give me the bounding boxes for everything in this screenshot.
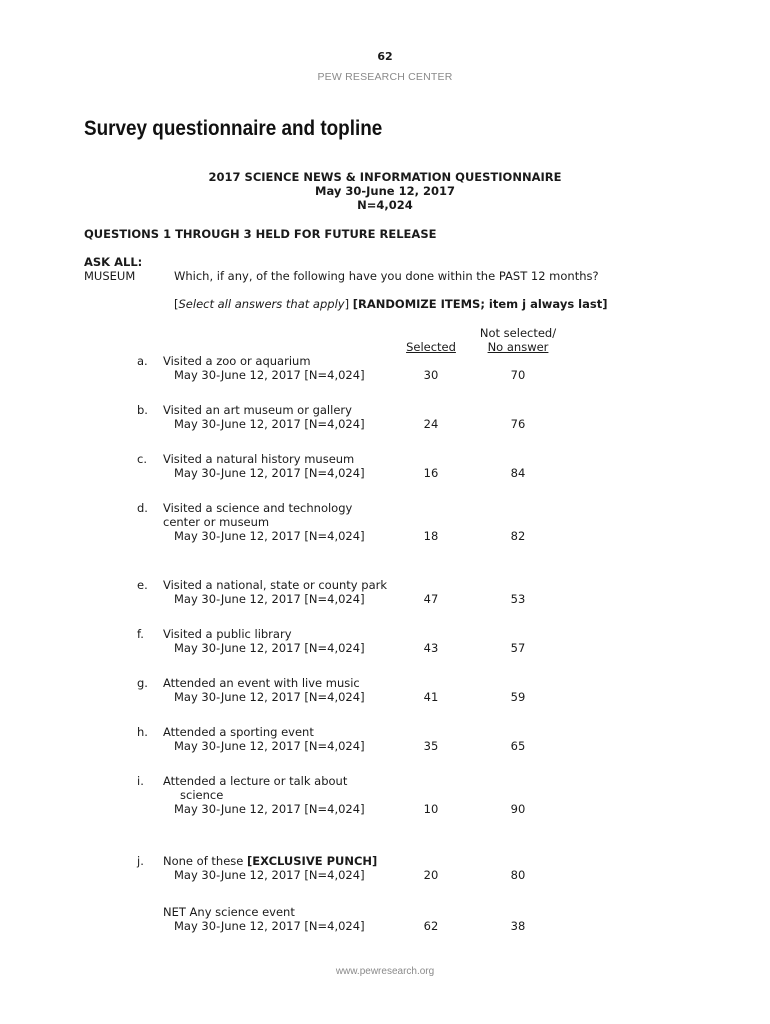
value-not-selected: 59 [510,690,526,704]
row-wave: May 30-June 12, 2017 [N=4,024] [174,368,365,382]
value-selected: 62 [423,919,439,933]
value-not-selected: 38 [510,919,526,933]
row-letter: b. [137,403,148,417]
question-code: MUSEUM [84,269,136,283]
row-label: Attended a lecture or talk about [163,774,348,788]
row-letter: d. [137,501,148,515]
row-letter: a. [137,354,148,368]
row-wave: May 30-June 12, 2017 [N=4,024] [174,592,365,606]
questionnaire-dates: May 30-June 12, 2017 [315,184,455,198]
question-instruction [174,297,607,311]
instruction-italic: Select all answers that apply [178,297,345,311]
row-label: science [180,788,224,802]
value-not-selected: 57 [510,641,526,655]
value-not-selected: 80 [510,868,526,882]
row-letter: h. [137,725,148,739]
row-label: Visited a zoo or aquarium [163,354,311,368]
row-wave: May 30-June 12, 2017 [N=4,024] [174,466,365,480]
value-selected: 35 [423,739,439,753]
question-text: Which, if any, of the following have you done within the PAST 12 months? [174,269,599,283]
row-label: Visited a public library [163,627,292,641]
value-selected: 47 [423,592,439,606]
row-label: Visited a natural history museum [163,452,355,466]
row-wave: May 30-June 12, 2017 [N=4,024] [174,417,365,431]
row-letter: g. [137,676,148,690]
row-letter: c. [137,452,147,466]
row-wave: May 30-June 12, 2017 [N=4,024] [174,690,365,704]
value-not-selected: 65 [510,739,526,753]
col-header-not-selected-text: No answer [487,340,549,354]
row-wave: May 30-June 12, 2017 [N=4,024] [174,529,365,543]
row-wave: May 30-June 12, 2017 [N=4,024] [174,919,365,933]
row-label: center or museum [163,515,270,529]
value-selected: 16 [423,466,439,480]
row-label: Visited a national, state or county park [163,578,388,592]
value-selected: 24 [423,417,439,431]
col-header-not-selected-line2 [478,340,558,354]
page-title: Survey questionnaire and topline [84,117,383,140]
row-label: Attended a sporting event [163,725,314,739]
ask-all-label: ASK ALL: [84,255,143,269]
value-not-selected: 76 [510,417,526,431]
value-not-selected: 84 [510,466,526,480]
held-note: QUESTIONS 1 THROUGH 3 HELD FOR FUTURE RELEASE [84,227,437,241]
col-header-not-selected-line1: Not selected/ [479,326,557,340]
col-header-selected-text: Selected [406,340,456,354]
row-label: Visited an art museum or gallery [163,403,352,417]
value-not-selected: 82 [510,529,526,543]
row-label: Attended an event with live music [163,676,360,690]
value-selected: 30 [423,368,439,382]
row-letter: f. [137,627,144,641]
row-wave: May 30-June 12, 2017 [N=4,024] [174,802,365,816]
value-not-selected: 90 [510,802,526,816]
row-wave: May 30-June 12, 2017 [N=4,024] [174,868,365,882]
value-selected: 20 [423,868,439,882]
value-not-selected: 53 [510,592,526,606]
row-wave: May 30-June 12, 2017 [N=4,024] [174,641,365,655]
organization-header: PEW RESEARCH CENTER [317,71,453,83]
value-selected: 10 [423,802,439,816]
questionnaire-sample: N=4,024 [357,198,413,212]
value-not-selected: 70 [510,368,526,382]
value-selected: 41 [423,690,439,704]
instruction-bracket-open: [ [174,297,179,311]
questionnaire-name: 2017 SCIENCE NEWS & INFORMATION QUESTIONNAIRE [208,170,562,184]
row-label: Visited a science and technology [163,501,353,515]
row-label [163,854,377,868]
value-selected: 18 [423,529,439,543]
instruction-bold: [RANDOMIZE ITEMS; item j always last] [352,297,608,311]
row-label-text: None of these [163,854,244,868]
row-wave: May 30-June 12, 2017 [N=4,024] [174,739,365,753]
row-letter: e. [137,578,148,592]
page-number: 62 [377,50,393,63]
row-letter: j. [137,854,144,868]
footer-url: www.pewresearch.org [335,966,435,977]
col-header-selected [396,340,466,354]
row-label-bold: [EXCLUSIVE PUNCH] [247,854,378,868]
instruction-bracket-close: ] [344,297,350,311]
row-label: NET Any science event [163,905,295,919]
row-letter: i. [137,774,144,788]
value-selected: 43 [423,641,439,655]
